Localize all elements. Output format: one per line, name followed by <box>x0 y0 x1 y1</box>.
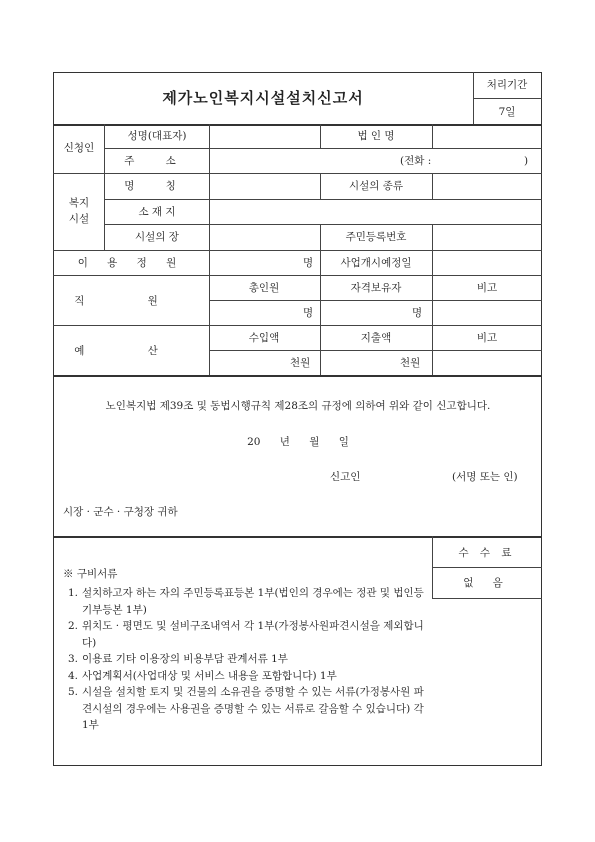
address-label: 주 소 <box>124 155 190 167</box>
phone-label: (전화 : <box>400 155 432 167</box>
divider <box>53 250 542 251</box>
form-title: 제가노인복지시설설치신고서 <box>162 89 364 107</box>
rrn-field[interactable] <box>435 228 539 247</box>
budget-note-label: 비고 <box>476 332 498 344</box>
income-unit: 천원 <box>290 357 311 369</box>
staff-qualified-label: 자격보유자 <box>350 282 402 294</box>
corporation-name-field[interactable] <box>435 128 539 146</box>
start-date-field[interactable] <box>435 253 539 272</box>
facility-head-label: 시설의 장 <box>135 231 179 243</box>
divider <box>320 124 321 148</box>
facility-section-label-1: 복지 <box>68 197 90 209</box>
divider <box>104 148 542 149</box>
list-item-number: 1. <box>68 587 79 599</box>
divider <box>104 199 542 200</box>
staff-note-label: 비고 <box>476 282 498 294</box>
divider <box>104 224 542 225</box>
divider <box>104 124 105 250</box>
list-item-number: 3. <box>68 653 79 665</box>
divider <box>53 325 542 326</box>
applicant-section-label: 신청인 <box>63 142 95 154</box>
title-divider <box>53 124 542 126</box>
facility-location-field[interactable] <box>212 203 539 221</box>
divider <box>320 173 321 199</box>
corporation-name-label: 법 인 명 <box>357 130 395 142</box>
list-item-text: 사업계획서(사업대상 및 서비스 내용을 포함합니다) 1부 <box>82 669 337 682</box>
list-item <box>68 585 428 618</box>
capacity-unit: 명 <box>303 257 314 269</box>
list-item <box>68 618 428 651</box>
facility-section-label-2: 시설 <box>68 213 90 225</box>
divider <box>432 224 433 375</box>
declaration-statement: 노인복지법 제39조 및 동법시행규칙 제28조의 규정에 의하여 위와 같이 신고합니다. <box>105 400 491 412</box>
facility-name-field[interactable] <box>212 177 318 196</box>
divider <box>209 124 210 375</box>
fee-value: 없 음 <box>463 577 511 589</box>
staff-label: 직 원 <box>74 295 188 307</box>
capacity-label: 이 용 정 원 <box>77 257 185 269</box>
divider <box>53 536 542 538</box>
processing-value: 7일 <box>498 106 516 118</box>
expense-field[interactable] <box>323 353 397 372</box>
addressee: 시장 · 군수 · 구청장 귀하 <box>63 506 178 518</box>
rrn-label: 주민등록번호 <box>345 231 407 243</box>
documents-header: ※ 구비서류 <box>63 568 118 580</box>
fee-divider <box>432 567 542 568</box>
budget-label: 예 산 <box>74 345 188 357</box>
list-item-text: 위치도 · 평면도 및 설비구조내역서 각 1부(가정봉사원파견시설을 제외합니다) <box>82 620 424 649</box>
address-field[interactable] <box>212 153 392 171</box>
budget-note-field[interactable] <box>435 353 539 372</box>
staff-total-field[interactable] <box>212 303 302 322</box>
declaration-date: 20 년 월 일 <box>247 436 349 448</box>
expense-label: 지출액 <box>360 332 392 344</box>
staff-qualified-unit: 명 <box>412 307 423 319</box>
applicant-name-label: 성명(대표자) <box>127 130 187 142</box>
staff-total-label: 총인원 <box>248 282 280 294</box>
divider <box>53 173 542 174</box>
list-item <box>68 684 428 734</box>
processing-label: 처리기간 <box>486 79 528 91</box>
capacity-field[interactable] <box>212 253 304 272</box>
facility-type-label: 시설의 종류 <box>348 180 404 192</box>
signature-label: (서명 또는 인) <box>452 471 518 483</box>
divider <box>53 375 542 377</box>
divider <box>432 124 433 148</box>
divider <box>209 350 542 351</box>
reporter-label: 신고인 <box>330 471 361 483</box>
income-label: 수입액 <box>248 332 280 344</box>
list-item-text: 설치하고자 하는 자의 주민등록표등본 1부(법인의 경우에는 정관 및 법인등기부등본 1부) <box>82 587 424 616</box>
facility-head-field[interactable] <box>212 228 318 247</box>
fee-label: 수 수 료 <box>458 547 516 559</box>
divider <box>432 173 433 199</box>
staff-note-field[interactable] <box>435 303 539 322</box>
divider <box>432 536 433 598</box>
list-item-number: 2. <box>68 620 79 632</box>
facility-location-label: 소 재 지 <box>138 206 176 218</box>
divider <box>473 72 474 124</box>
expense-unit: 천원 <box>400 357 421 369</box>
facility-name-label: 명 칭 <box>124 180 190 192</box>
divider <box>209 300 542 301</box>
divider <box>53 275 542 276</box>
income-field[interactable] <box>212 353 288 372</box>
reporter-name-field[interactable] <box>365 466 445 484</box>
divider <box>320 224 321 375</box>
start-date-label: 사업개시예정일 <box>340 257 412 269</box>
list-item-number: 4. <box>68 669 79 682</box>
list-item-number: 5. <box>68 686 79 698</box>
processing-divider <box>473 98 542 99</box>
list-item <box>68 668 428 685</box>
list-item-text: 이용료 기타 이용장의 비용부담 관계서류 1부 <box>82 653 288 665</box>
staff-total-unit: 명 <box>303 307 314 319</box>
facility-type-field[interactable] <box>435 177 539 196</box>
list-item-text: 시설을 설치할 토지 및 건물의 소유권을 증명할 수 있는 서류(가정봉사원 파견시설의 경우에는 사용권을 증명할 수 있는 서류로 갈음할 수 있습니다) 각 1부 <box>82 686 424 731</box>
staff-qualified-field[interactable] <box>323 303 409 322</box>
list-item <box>68 651 428 668</box>
applicant-name-field[interactable] <box>212 128 318 146</box>
phone-close: ) <box>524 155 529 167</box>
documents-list <box>68 585 428 734</box>
fee-divider <box>432 598 542 599</box>
